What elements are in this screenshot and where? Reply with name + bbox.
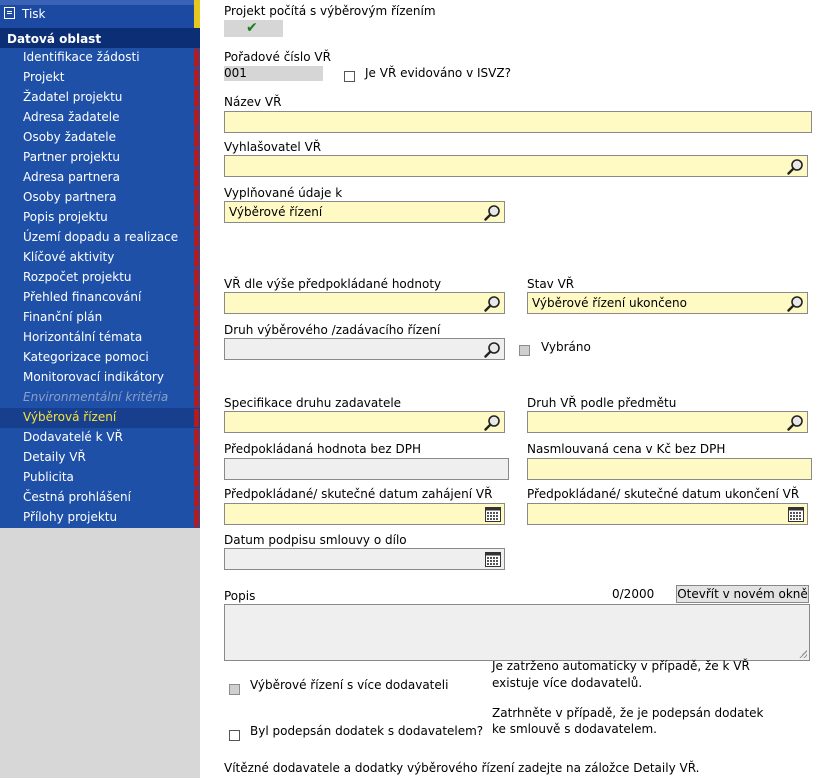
vice-dodavateli-note-1: Je zatrženo automaticky v případě, že k VŘ: [492, 659, 750, 673]
sidebar-item-marker: [194, 189, 199, 207]
magnifier-icon: [484, 341, 501, 358]
sidebar-item-marker: [194, 349, 199, 367]
druh-rizeni-label: Druh výběrového /zadávacího řízení: [224, 323, 441, 337]
predpokladana-field: [224, 458, 509, 480]
poradove-label: Pořadové číslo VŘ: [224, 50, 331, 64]
sidebar-item-marker: [194, 329, 199, 347]
sidebar-item-label: Rozpočet projektu: [23, 270, 132, 284]
sidebar-item-label: Přílohy projektu: [23, 510, 118, 524]
sidebar-item-marker: [194, 289, 199, 307]
sidebar-item[interactable]: [0, 128, 200, 148]
nazev-label: Název VŘ: [224, 95, 282, 109]
vyhlasovatel-field[interactable]: [224, 155, 808, 177]
sidebar-item[interactable]: [0, 348, 200, 368]
sidebar-item-tisk[interactable]: [0, 0, 200, 28]
dodatek-note-2: ke smlouvě s dodavatelem.: [492, 722, 657, 736]
isvz-label: Je VŘ evidováno v ISVZ?: [365, 66, 511, 80]
popis-label: Popis: [224, 589, 256, 603]
specifikace-field[interactable]: [224, 411, 505, 433]
sidebar-item-label: Klíčové aktivity: [23, 250, 115, 264]
sidebar-item-marker: [194, 169, 199, 187]
sidebar-item-marker: [194, 449, 199, 467]
sidebar-item-label: Publicita: [23, 470, 74, 484]
sidebar-top-strip: [0, 0, 200, 5]
dodatek-checkbox[interactable]: [229, 730, 240, 741]
sidebar-item-label: Území dopadu a realizace: [23, 230, 179, 244]
nasmlouvana-input[interactable]: [527, 458, 812, 480]
sidebar-item-label: Adresa žadatele: [23, 110, 120, 124]
stav-label: Stav VŘ: [527, 277, 575, 291]
magnifier-icon[interactable]: [787, 158, 804, 175]
sidebar-item[interactable]: [0, 208, 200, 228]
sidebar-item-marker: [194, 109, 199, 127]
vybrano-label: Vybráno: [541, 340, 591, 354]
nasmlouvana-label: Nasmlouvaná cena v Kč bez DPH: [527, 442, 726, 456]
projekt-vr-indicator: [224, 20, 283, 37]
poradove-value: 001: [224, 66, 247, 80]
sidebar-item-marker: [194, 369, 199, 387]
sidebar-item-label: Projekt: [23, 70, 65, 84]
sidebar-item-tisk-content: [4, 7, 46, 21]
sidebar-item-marker: [194, 409, 199, 427]
vice-dodavateli-checkbox: [229, 684, 240, 695]
magnifier-icon[interactable]: [787, 295, 804, 312]
vyplnovane-field[interactable]: [224, 201, 505, 223]
checkmark-icon: ✔: [246, 20, 258, 36]
sidebar-item[interactable]: [0, 328, 200, 348]
sidebar: [0, 0, 200, 778]
vr-dle-vyse-label: VŘ dle výše předpokládané hodnoty: [224, 277, 442, 291]
datum-podpisu-field: [224, 548, 505, 570]
sidebar-item[interactable]: [0, 508, 200, 528]
resize-grip-icon[interactable]: [799, 650, 807, 658]
dodatek-note-1: Zatrhněte v případě, že je podepsán dodatek: [492, 706, 764, 720]
dodatek-label: Byl podepsán dodatek s dodavatelem?: [250, 724, 484, 738]
sidebar-item[interactable]: [0, 188, 200, 208]
sidebar-item-label: Tisk: [22, 7, 46, 21]
sidebar-item-marker: [194, 69, 199, 87]
stav-field[interactable]: [527, 292, 808, 314]
sidebar-item[interactable]: [0, 408, 200, 428]
projekt-vr-label: Projekt počítá s výběrovým řízením: [224, 4, 436, 18]
sidebar-item-label: Přehled financování: [23, 290, 142, 304]
sidebar-item-marker: [194, 389, 199, 407]
stav-value: Výběrové řízení ukončeno: [532, 296, 688, 310]
sidebar-item-marker: [194, 249, 199, 267]
sidebar-item-marker: [194, 129, 199, 147]
sidebar-item-marker: [194, 269, 199, 287]
sidebar-item[interactable]: [0, 288, 200, 308]
magnifier-icon[interactable]: [484, 204, 501, 221]
sidebar-item[interactable]: [0, 448, 200, 468]
datum-podpisu-label: Datum podpisu smlouvy o dílo: [224, 533, 407, 547]
calendar-icon[interactable]: [485, 507, 501, 522]
sidebar-item-marker: [194, 49, 199, 67]
datum-zahajeni-label: Předpokládané/ skutečné datum zahájení VŘ: [224, 487, 493, 501]
sidebar-item[interactable]: [0, 108, 200, 128]
open-new-window-button[interactable]: Otevřít v novém okně: [677, 587, 808, 601]
vyplnovane-value: Výběrové řízení: [229, 205, 323, 219]
sidebar-item-label: Identifikace žádosti: [23, 50, 140, 64]
sidebar-item[interactable]: [0, 228, 200, 248]
sidebar-item-marker: [194, 469, 199, 487]
vice-dodavateli-note-2: existuje více dodavatelů.: [492, 676, 643, 690]
vice-dodavateli-label: Výběrové řízení s více dodavateli: [250, 678, 449, 692]
sidebar-item[interactable]: [0, 148, 200, 168]
footer-note: Vítězné dodavatele a dodatky výběrového řízení zadejte na záložce Detaily VŘ.: [224, 761, 700, 775]
print-icon: [4, 7, 15, 19]
sidebar-nav-list: [0, 48, 200, 528]
sidebar-item-label: Adresa partnera: [23, 170, 120, 184]
sidebar-item: [0, 388, 200, 408]
datum-ukonceni-label: Předpokládané/ skutečné datum ukončení VŘ: [527, 487, 800, 501]
popis-counter: 0/2000: [612, 587, 655, 601]
sidebar-item[interactable]: [0, 168, 200, 188]
sidebar-item-label: Osoby žadatele: [23, 130, 116, 144]
sidebar-item-label: Výběrová řízení: [23, 410, 117, 424]
poradove-field: [224, 66, 323, 81]
sidebar-item-marker: [194, 0, 200, 28]
sidebar-item-marker: [194, 309, 199, 327]
druh-predmetu-field[interactable]: [527, 411, 808, 433]
magnifier-icon[interactable]: [484, 414, 501, 431]
vyplnovane-label: Vyplňované údaje k: [224, 186, 343, 200]
sidebar-item-marker: [194, 89, 199, 107]
sidebar-item-label: Dodavatelé k VŘ: [23, 430, 123, 444]
datum-ukonceni-field[interactable]: [527, 503, 808, 525]
calendar-icon: [485, 552, 501, 567]
sidebar-item-marker: [194, 509, 199, 527]
sidebar-item-label: Popis projektu: [23, 210, 108, 224]
sidebar-section-title-text: Datová oblast: [7, 32, 102, 46]
druh-predmetu-label: Druh VŘ podle předmětu: [527, 396, 677, 410]
sidebar-section-title: [0, 28, 200, 48]
sidebar-item-marker: [194, 209, 199, 227]
druh-rizeni-field: [224, 338, 505, 360]
isvz-checkbox[interactable]: [344, 71, 355, 82]
sidebar-item-label: Monitorovací indikátory: [23, 370, 164, 384]
sidebar-item[interactable]: [0, 48, 200, 68]
sidebar-item-label: Detaily VŘ: [23, 450, 86, 464]
sidebar-item[interactable]: [0, 68, 200, 88]
sidebar-item[interactable]: [0, 308, 200, 328]
sidebar-item[interactable]: [0, 468, 200, 488]
sidebar-item-label: Žadatel projektu: [23, 90, 123, 104]
vyhlasovatel-label: Vyhlašovatel VŘ: [224, 140, 322, 154]
sidebar-item[interactable]: [0, 268, 200, 288]
calendar-icon[interactable]: [788, 507, 804, 522]
sidebar-item-marker: [194, 489, 199, 507]
magnifier-icon[interactable]: [484, 295, 501, 312]
sidebar-item-marker: [194, 429, 199, 447]
sidebar-item[interactable]: [0, 88, 200, 108]
vybrano-checkbox: [519, 345, 530, 356]
sidebar-item-label: Finanční plán: [23, 310, 103, 324]
sidebar-item-label: Kategorizace pomoci: [23, 350, 149, 364]
sidebar-item[interactable]: [0, 488, 200, 508]
sidebar-item-label: Environmentální kritéria: [23, 390, 169, 404]
sidebar-item-label: Čestná prohlášení: [23, 490, 131, 504]
datum-zahajeni-field[interactable]: [224, 503, 505, 525]
specifikace-label: Specifikace druhu zadavatele: [224, 396, 402, 410]
magnifier-icon[interactable]: [787, 414, 804, 431]
sidebar-item-label: Horizontální témata: [23, 330, 143, 344]
sidebar-item-marker: [194, 229, 199, 247]
sidebar-item-marker: [194, 149, 199, 167]
vr-dle-vyse-field[interactable]: [224, 292, 505, 314]
sidebar-item[interactable]: [0, 428, 200, 448]
sidebar-item-label: Osoby partnera: [23, 190, 117, 204]
predpokladana-label: Předpokládaná hodnota bez DPH: [224, 442, 422, 456]
sidebar-item-label: Partner projektu: [23, 150, 121, 164]
sidebar-item[interactable]: [0, 368, 200, 388]
popis-textarea[interactable]: [224, 604, 810, 661]
nazev-input[interactable]: [224, 111, 812, 133]
sidebar-item[interactable]: [0, 248, 200, 268]
